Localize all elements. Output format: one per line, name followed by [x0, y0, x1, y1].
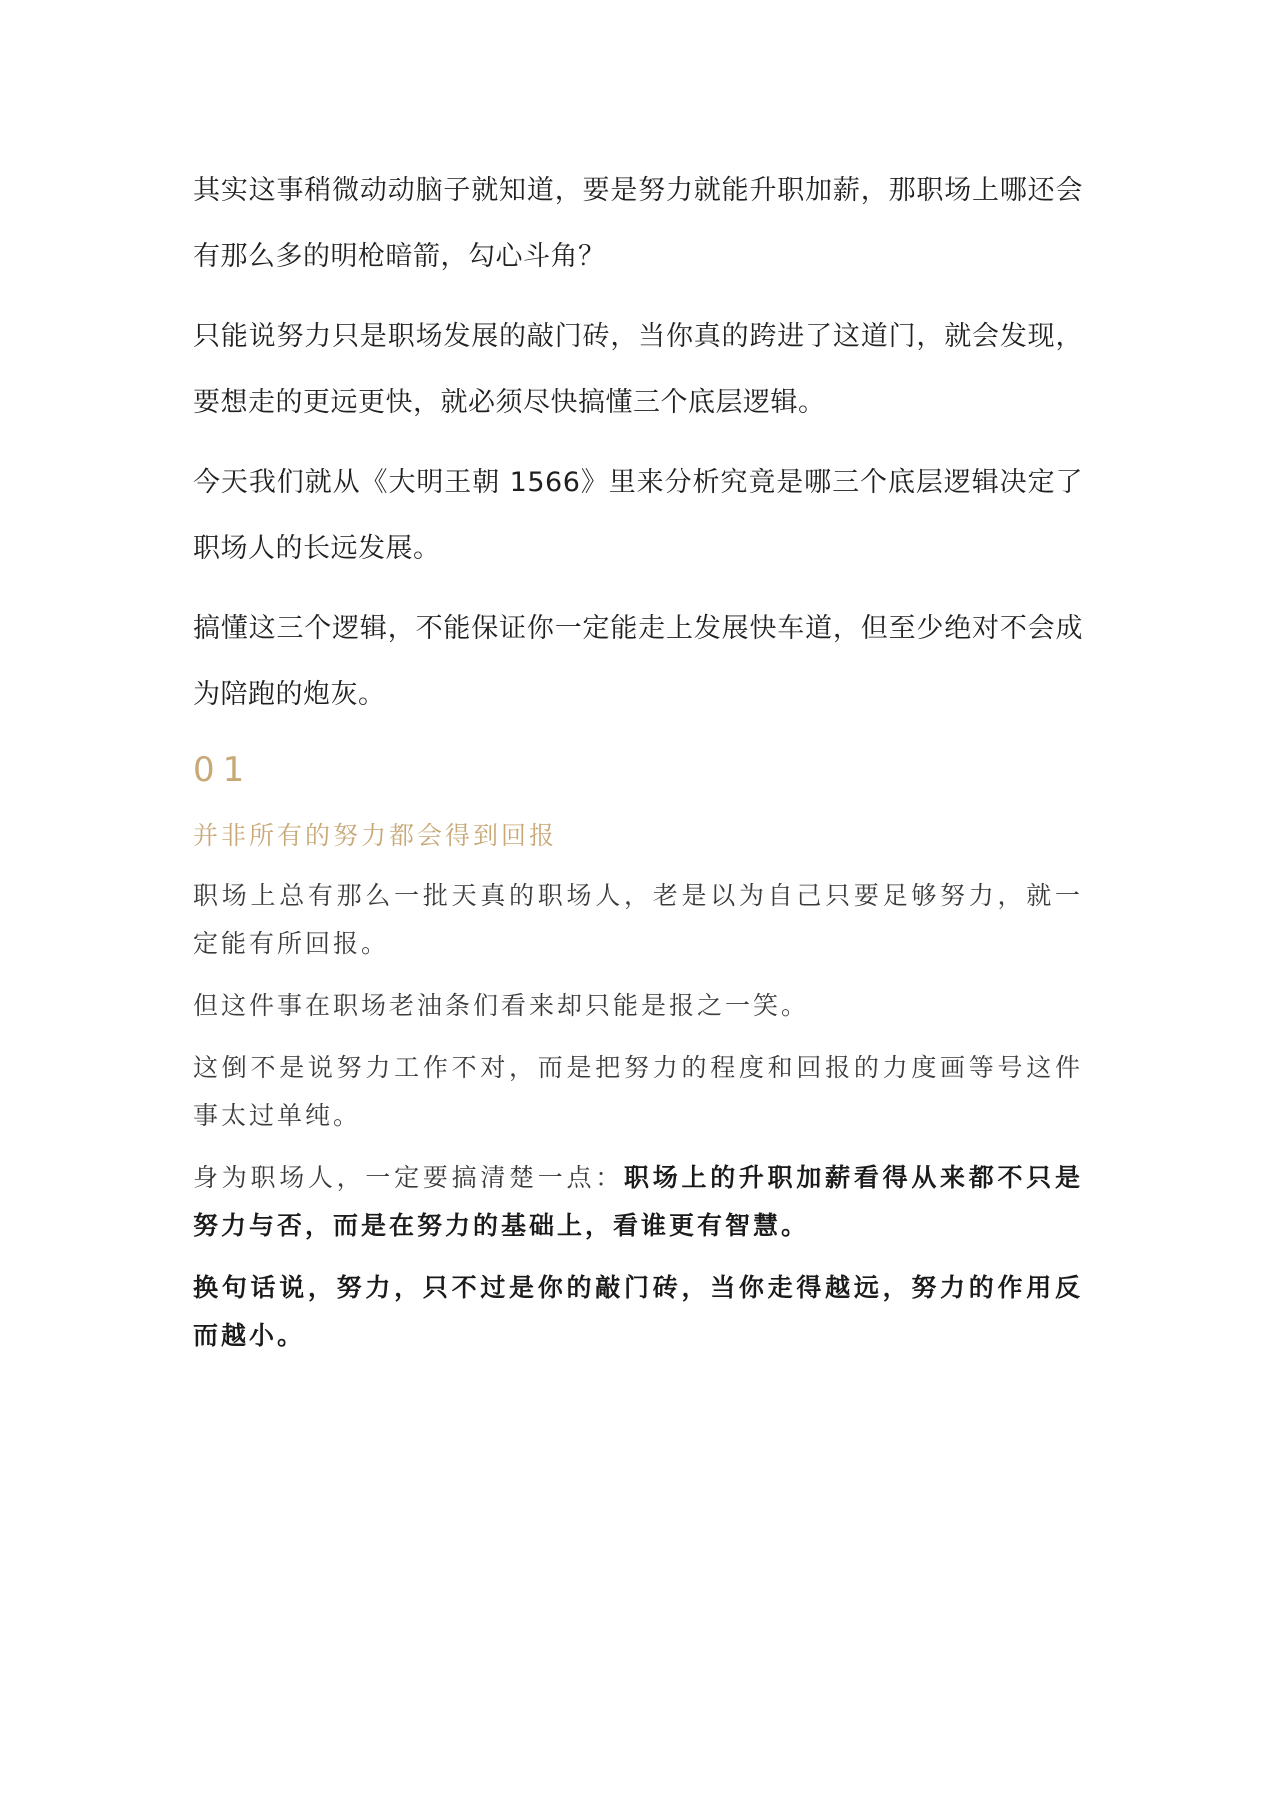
- intro-paragraph-2: 只能说努力只是职场发展的敲门砖，当你真的跨进了这道门，就会发现，要想走的更远更快，就必须尽快搞懂三个底层逻辑。: [193, 321, 1083, 418]
- intro-paragraph-1: 其实这事稍微动动脑子就知道，要是努力就能升职加薪，那职场上哪还会有那么多的明枪暗箭，勾心斗角？: [193, 175, 1083, 272]
- section-paragraph-4: [193, 1154, 1083, 1250]
- section-paragraph-3: 这倒不是说努力工作不对，而是把努力的程度和回报的力度画等号这件事太过单纯。: [193, 1053, 1083, 1130]
- section-paragraph-5: 换句话说，努力，只不过是你的敲门砖，当你走得越远，努力的作用反而越小。: [193, 1273, 1083, 1350]
- article-column: [193, 158, 1083, 1374]
- intro-paragraph-4: 搞懂这三个逻辑，不能保证你一定能走上发展快车道，但至少绝对不会成为陪跑的炮灰。: [193, 613, 1083, 710]
- section-title: 并非所有的努力都会得到回报: [193, 821, 558, 850]
- intro-paragraph-3: 今天我们就从《大明王朝 1566》里来分析究竟是哪三个底层逻辑决定了职场人的长远发展。: [193, 467, 1083, 564]
- section-paragraph-1: 职场上总有那么一批天真的职场人，老是以为自己只要足够努力，就一定能有所回报。: [193, 881, 1083, 958]
- section-number: 01: [193, 750, 253, 790]
- paragraph-normal-text: 身为职场人，一定要搞清楚一点：: [193, 1163, 624, 1192]
- paragraph-bold-text: 职场上的升职加薪看得从来都不只是努力与否，而是在努力的基础上，看谁更有智慧。: [193, 1163, 1083, 1240]
- section-paragraph-2: 但这件事在职场老油条们看来却只能是报之一笑。: [193, 991, 810, 1020]
